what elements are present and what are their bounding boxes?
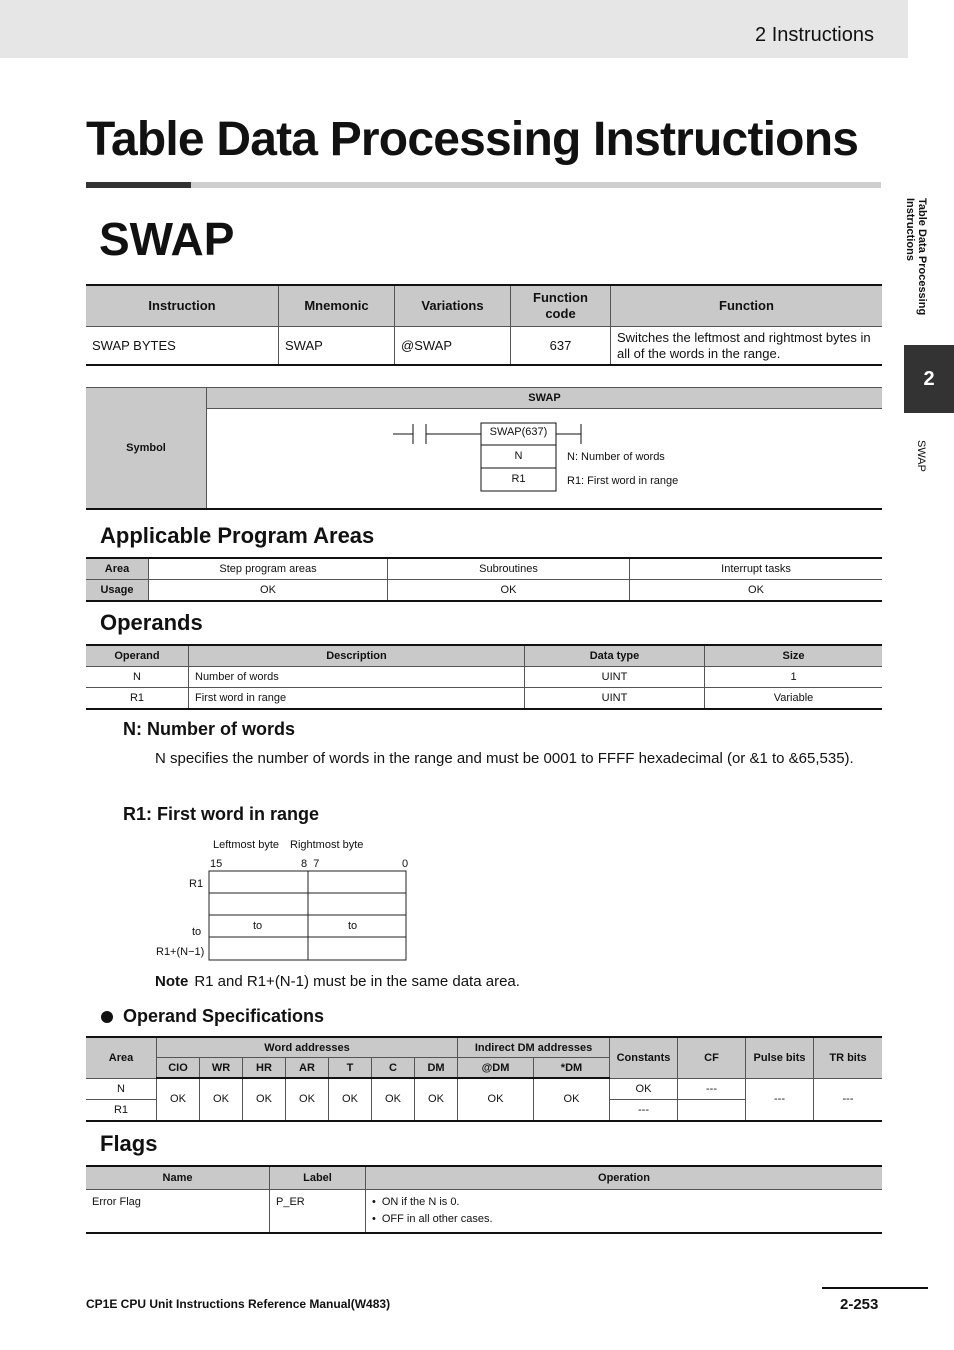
title-rule <box>191 182 881 188</box>
symbol-operand-r1: R1 <box>511 473 526 485</box>
col-header: Indirect DM addresses <box>458 1037 610 1058</box>
row-label-r1: R1 <box>189 878 204 890</box>
table-cell: Switches the leftmost and rightmost bytes in all of the words in the range. <box>611 327 883 366</box>
section-heading-flags: Flags <box>100 1131 158 1156</box>
sub-header: CIO <box>157 1058 200 1079</box>
sub-header: C <box>372 1058 415 1079</box>
table-cell: --- <box>746 1078 814 1121</box>
table-cell: SWAP <box>279 327 395 366</box>
row-label-to: to <box>192 926 202 938</box>
col-header: Area <box>86 1037 157 1078</box>
instruction-table <box>86 284 882 366</box>
table-cell: OK <box>630 580 883 602</box>
table-cell: OK <box>610 1078 678 1099</box>
table-row <box>86 1078 882 1099</box>
bit-8-7-label: 8 7 <box>301 858 320 870</box>
table-cell: OK <box>372 1078 415 1121</box>
col-header: Operation <box>366 1166 883 1190</box>
table-cell: 637 <box>511 327 611 366</box>
col-header: Word addresses <box>157 1037 458 1058</box>
section-heading-program-areas: Applicable Program Areas <box>100 523 375 548</box>
sub-header: AR <box>286 1058 329 1079</box>
table-cell: OK <box>149 580 388 602</box>
flags-table <box>86 1165 882 1234</box>
col-header: Pulse bits <box>746 1037 814 1078</box>
table-cell: UINT <box>525 688 705 710</box>
sub-header: DM <box>415 1058 458 1079</box>
symbol-header: SWAP <box>207 388 882 409</box>
col-header: Mnemonic <box>279 285 395 327</box>
table-cell: OK <box>200 1078 243 1121</box>
side-section-label: SWAP <box>915 440 927 472</box>
word-range-diagram <box>208 870 408 961</box>
table-cell: Variable <box>705 688 883 710</box>
table-cell: OK <box>415 1078 458 1121</box>
table-cell: Step program areas <box>149 558 388 580</box>
table-cell: OK <box>458 1078 534 1121</box>
n-description: N specifies the number of words in the range and must be 0001 to FFFF hexadecimal (or &1 to &65,535). <box>155 750 854 767</box>
table-cell: P_ER <box>270 1190 366 1234</box>
table-cell: SWAP BYTES <box>86 327 279 366</box>
table-cell: First word in range <box>189 688 525 710</box>
subsection-heading-r1: R1: First word in range <box>123 804 320 824</box>
table-cell: --- <box>610 1099 678 1121</box>
operand-specs-table <box>86 1036 882 1122</box>
subsection-heading-specs: Operand Specifications <box>123 1006 325 1026</box>
table-cell: Subroutines <box>388 558 630 580</box>
table-cell: @SWAP <box>395 327 511 366</box>
title-rule-accent <box>86 182 191 188</box>
side-tab-title-text: Table Data Processing Instructions <box>904 198 928 316</box>
footer-rule <box>822 1287 928 1289</box>
cell-to-right: to <box>348 920 358 932</box>
table-row <box>86 688 882 710</box>
col-header: Description <box>189 645 525 667</box>
program-areas-table <box>86 557 882 602</box>
col-header: TR bits <box>814 1037 883 1078</box>
col-header: Function code <box>511 285 611 327</box>
side-chapter-tab: 2 <box>904 345 954 413</box>
table-row <box>86 1190 882 1234</box>
table-cell: --- <box>814 1078 883 1121</box>
note-label: Note <box>155 973 189 990</box>
list-item: • ON if the N is 0. <box>372 1194 876 1211</box>
page-number: 2-253 <box>840 1296 879 1313</box>
table-cell <box>366 1190 883 1234</box>
sub-header: WR <box>200 1058 243 1079</box>
sub-header: T <box>329 1058 372 1079</box>
table-cell: R1 <box>86 1099 157 1121</box>
table-cell: OK <box>157 1078 200 1121</box>
list-item: • OFF in all other cases. <box>372 1211 876 1228</box>
table-cell: --- <box>678 1078 746 1099</box>
col-header: Size <box>705 645 883 667</box>
col-header: Operand <box>86 645 189 667</box>
rightmost-byte-label: Rightmost byte <box>290 839 364 851</box>
table-cell: Interrupt tasks <box>630 558 883 580</box>
table-cell: OK <box>243 1078 286 1121</box>
table-cell: OK <box>534 1078 610 1121</box>
section-heading-operands: Operands <box>100 610 203 635</box>
col-header: Function <box>611 285 883 327</box>
footer-manual-title: CP1E CPU Unit Instructions Reference Manual(W483) <box>86 1297 391 1311</box>
table-cell: Error Flag <box>86 1190 270 1234</box>
table-cell: Area <box>86 558 149 580</box>
sub-header: HR <box>243 1058 286 1079</box>
row-label-last: R1+(N−1) <box>156 946 205 958</box>
symbol-operand-n: N <box>514 450 523 462</box>
table-row <box>86 667 882 688</box>
side-tab-title <box>904 198 934 338</box>
col-header: CF <box>678 1037 746 1078</box>
table-cell: OK <box>388 580 630 602</box>
table-cell: R1 <box>86 688 189 710</box>
col-header: Instruction <box>86 285 279 327</box>
note <box>155 973 520 990</box>
sub-header: *DM <box>534 1058 610 1079</box>
symbol-label: Symbol <box>86 388 207 508</box>
table-cell <box>678 1099 746 1121</box>
bit-15-label: 15 <box>210 858 223 870</box>
symbol-note-r1: R1: First word in range <box>567 475 679 487</box>
chapter-header: 2 Instructions <box>755 24 874 46</box>
note-text: R1 and R1+(N-1) must be in the same data area. <box>194 973 520 990</box>
instruction-heading: SWAP <box>99 213 235 265</box>
table-cell: OK <box>286 1078 329 1121</box>
bit-0-label: 0 <box>402 858 409 870</box>
sub-header: @DM <box>458 1058 534 1079</box>
bullet-icon <box>101 1011 113 1023</box>
symbol-box <box>86 387 882 510</box>
table-cell: N <box>86 667 189 688</box>
operands-table <box>86 644 882 710</box>
col-header: Data type <box>525 645 705 667</box>
table-cell: Number of words <box>189 667 525 688</box>
col-header: Variations <box>395 285 511 327</box>
cell-to-left: to <box>253 920 263 932</box>
table-cell: UINT <box>525 667 705 688</box>
table-cell: 1 <box>705 667 883 688</box>
table-cell: Usage <box>86 580 149 602</box>
page-title: Table Data Processing Instructions <box>86 113 859 166</box>
table-cell: OK <box>329 1078 372 1121</box>
table-cell: N <box>86 1078 157 1099</box>
symbol-box-title: SWAP(637) <box>489 426 548 438</box>
col-header: Label <box>270 1166 366 1190</box>
subsection-heading-n: N: Number of words <box>123 719 296 739</box>
leftmost-byte-label: Leftmost byte <box>213 839 280 851</box>
col-header: Constants <box>610 1037 678 1078</box>
symbol-note-n: N: Number of words <box>567 451 665 463</box>
col-header: Name <box>86 1166 270 1190</box>
